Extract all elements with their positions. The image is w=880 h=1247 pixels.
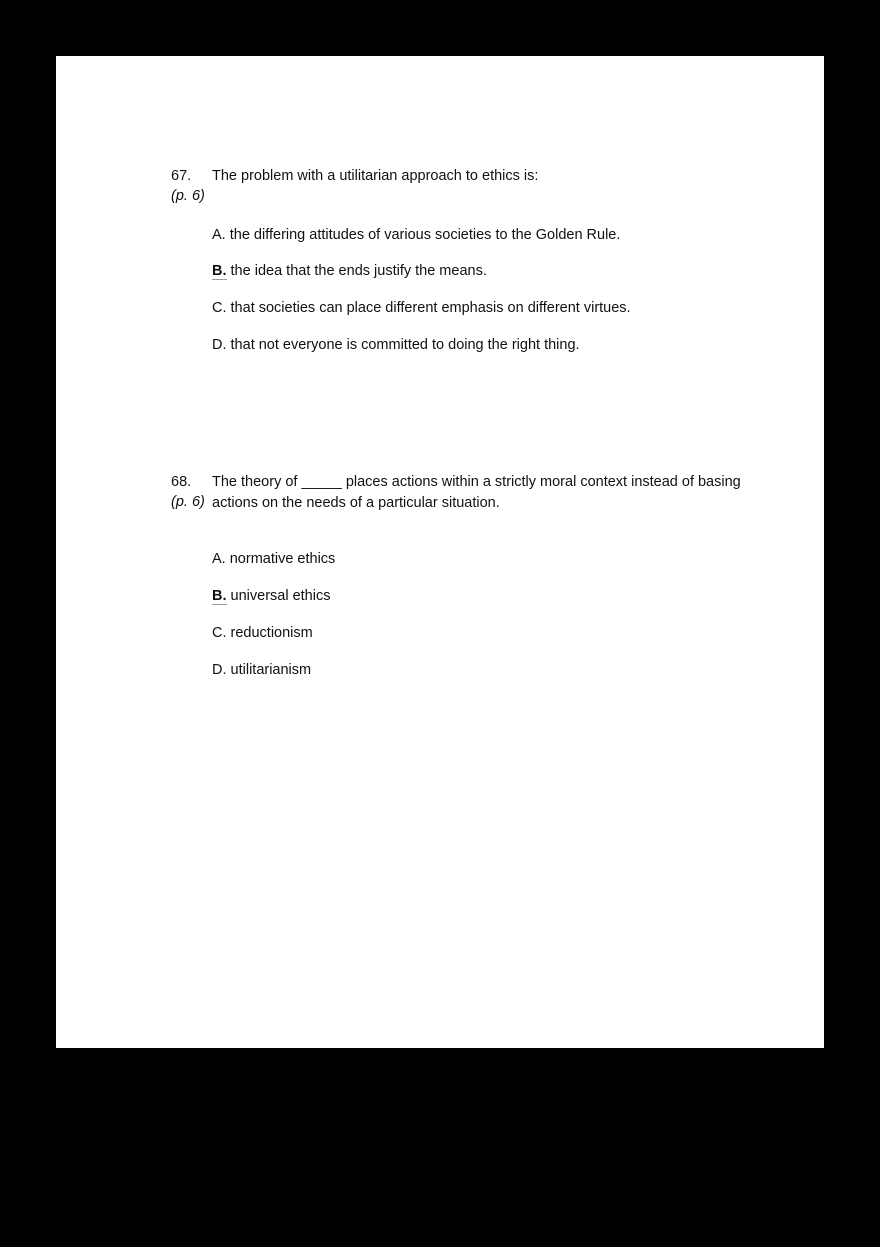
option-text: the idea that the ends justify the means. <box>230 263 487 279</box>
option-text: reductionism <box>230 625 313 641</box>
answer-option-c <box>212 298 631 318</box>
option-text: normative ethics <box>229 551 336 567</box>
option-letter: A. <box>212 227 226 243</box>
option-letter: A. <box>212 551 226 567</box>
answer-option-b <box>212 586 330 606</box>
option-text: that societies can place different emphasis on different virtues. <box>230 300 631 316</box>
page-reference: (p. 6) <box>171 188 205 204</box>
option-text: universal ethics <box>230 588 331 604</box>
option-letter: D. <box>212 662 227 678</box>
page-reference: (p. 6) <box>171 494 205 510</box>
answer-option-a <box>212 549 335 569</box>
question-text: The problem with a utilitarian approach to ethics is: <box>212 168 539 184</box>
document-page <box>56 56 824 1048</box>
option-letter: C. <box>212 625 227 641</box>
answer-option-d <box>212 335 580 355</box>
question-number: 67. <box>171 168 192 184</box>
correct-answer-marker: B. <box>212 263 227 279</box>
answer-option-d <box>212 660 311 680</box>
option-letter: D. <box>212 337 227 353</box>
answer-option-a <box>212 225 620 245</box>
correct-answer-marker: B. <box>212 588 227 604</box>
question-number: 68. <box>171 474 192 490</box>
option-text: the differing attitudes of various societies to the Golden Rule. <box>229 227 621 243</box>
option-text: that not everyone is committed to doing the right thing. <box>230 337 580 353</box>
answer-option-b <box>212 261 487 281</box>
option-text: utilitarianism <box>230 662 312 678</box>
option-letter: C. <box>212 300 227 316</box>
answer-option-c <box>212 623 313 643</box>
question-text: The theory of _____ places actions within a strictly moral context instead of basing actions on the needs of a particular situation. <box>212 474 741 511</box>
